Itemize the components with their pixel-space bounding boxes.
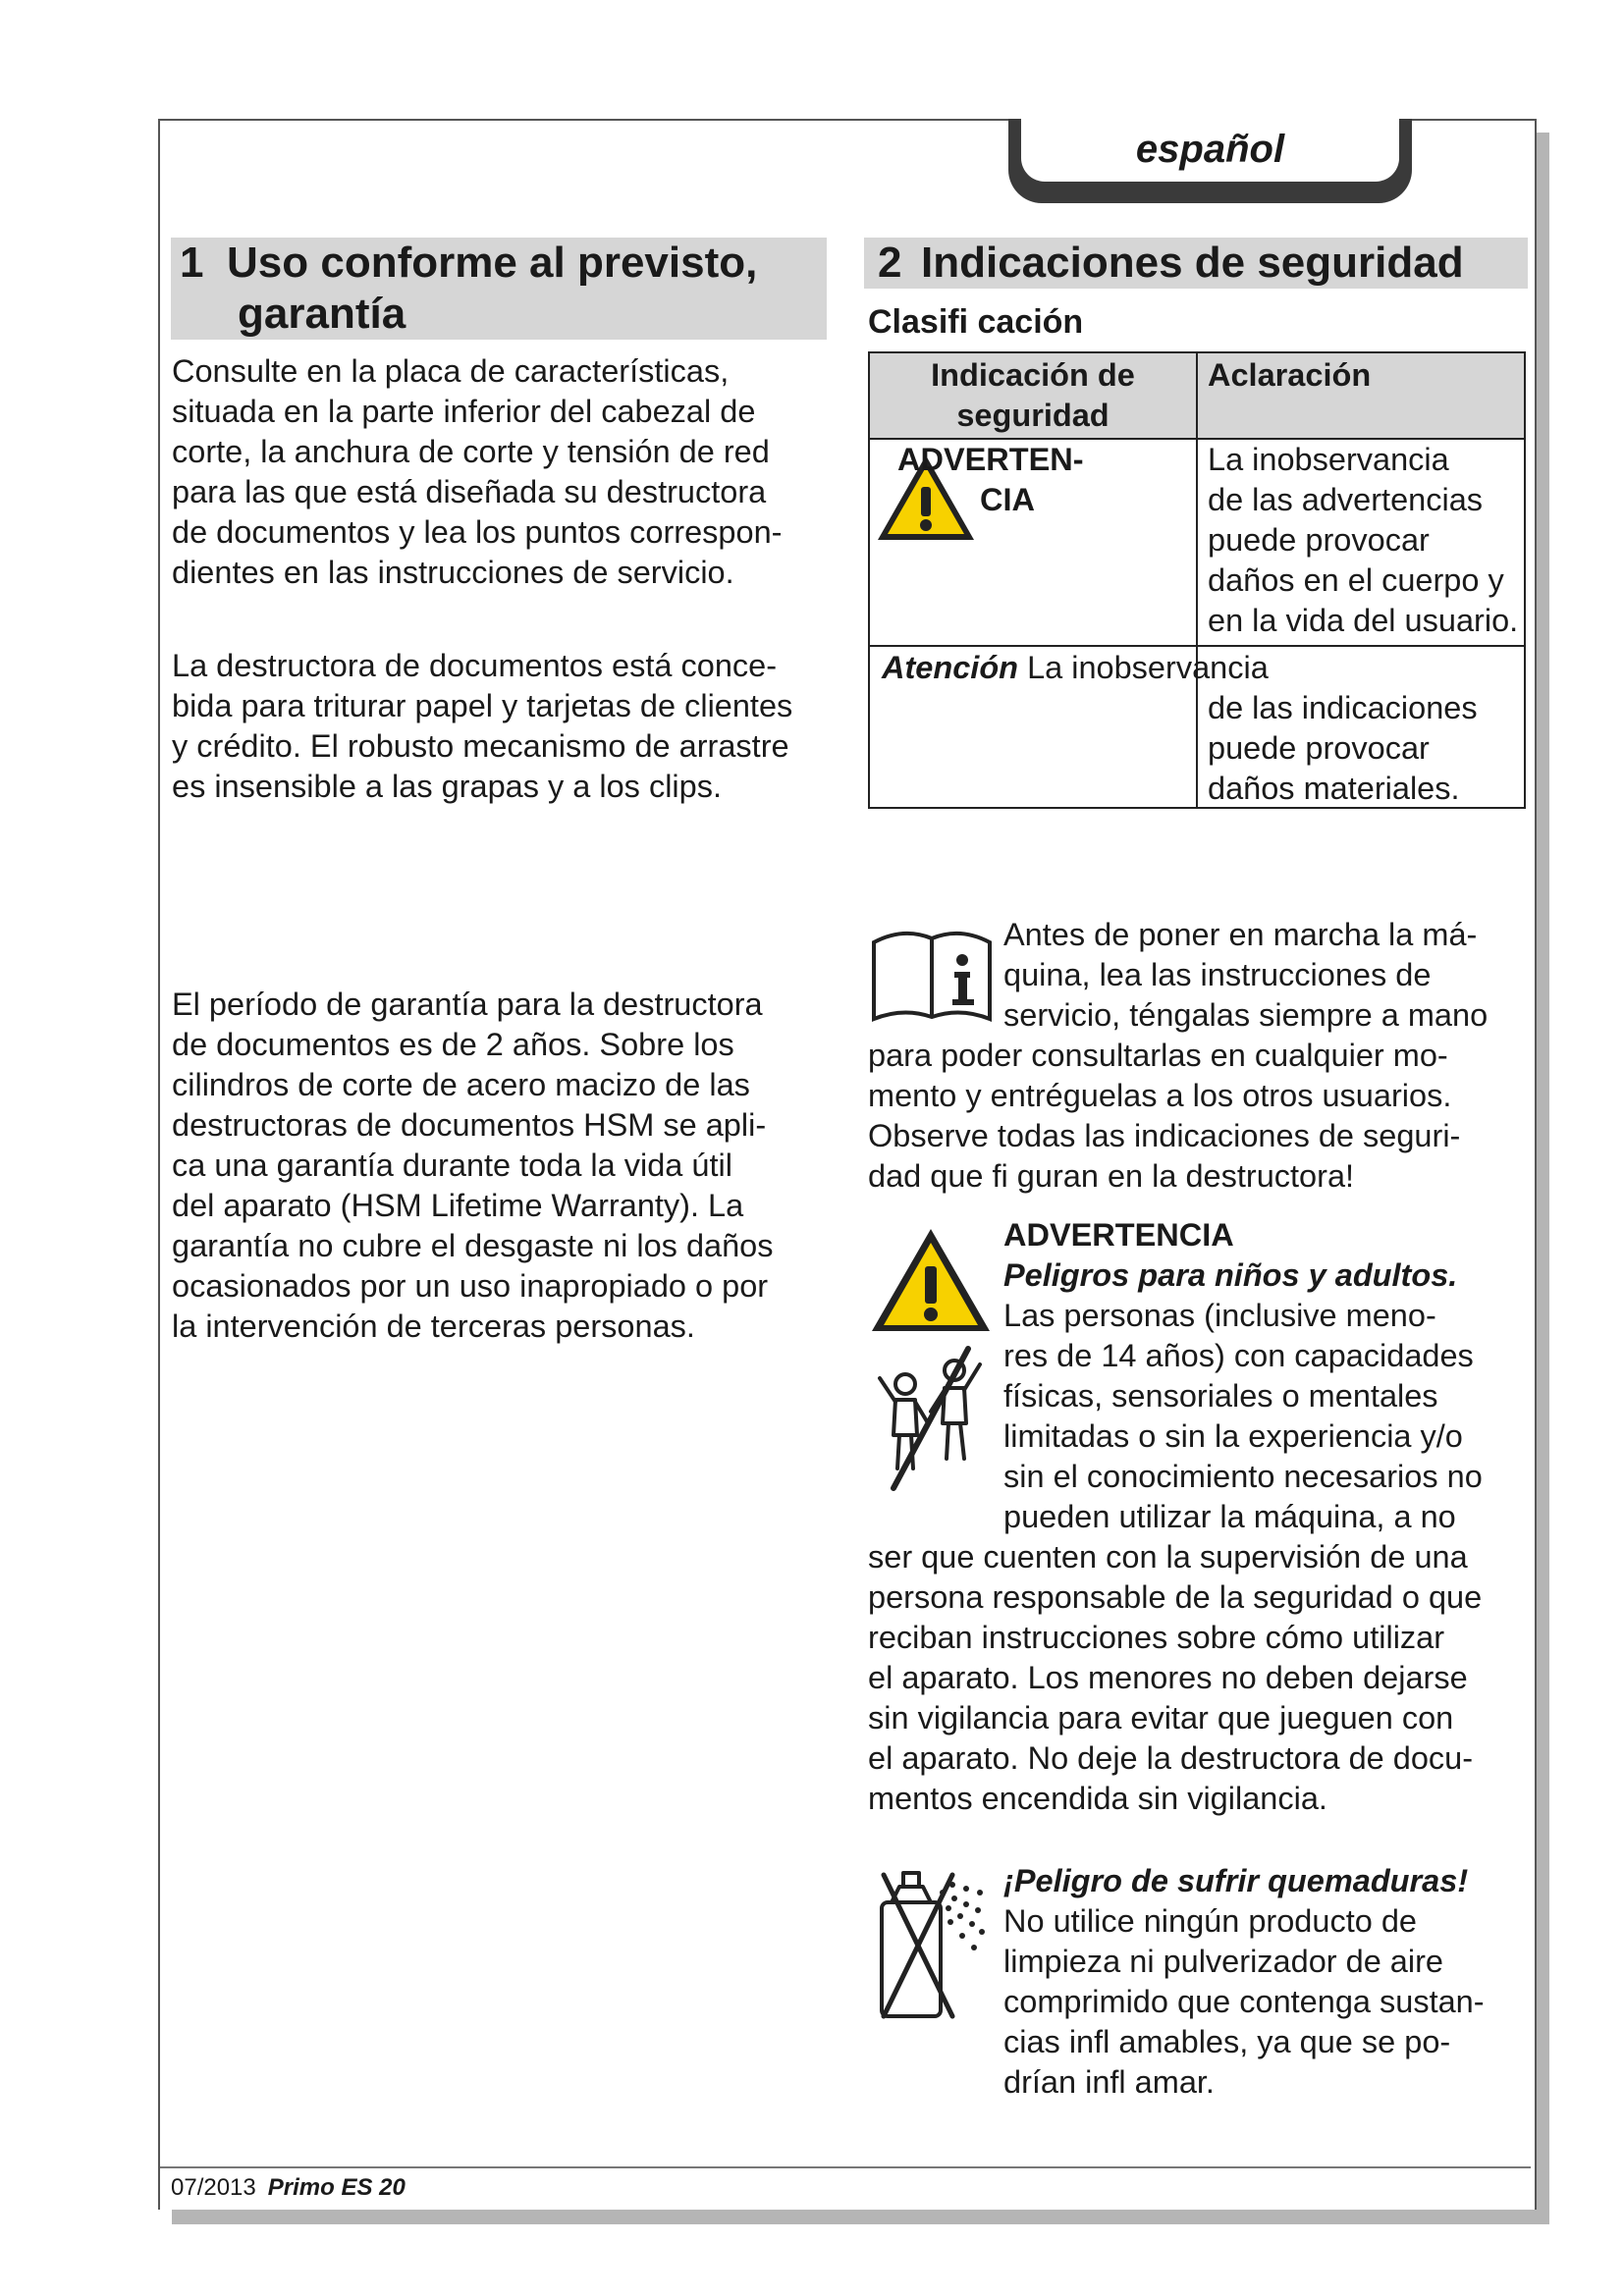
section1-title-line2: garantía <box>238 290 406 338</box>
warning-text-full <box>868 1537 1482 1819</box>
text-line: Las personas (inclusive meno- <box>1003 1298 1436 1333</box>
text-line: dad que fi guran en la destructora! <box>868 1158 1355 1194</box>
row1-label-line1: ADVERTEN- <box>897 442 1084 477</box>
text-line: bida para triturar papel y tarjetas de clientes <box>172 688 793 723</box>
text-line: daños en el cuerpo y <box>1208 562 1504 598</box>
warning-triangle-icon <box>868 1225 994 1335</box>
text-line: pueden utilizar la máquina, a no <box>1003 1499 1456 1534</box>
text-line: reciban instrucciones sobre cómo utilizar <box>868 1620 1445 1655</box>
text-line: y crédito. El robusto mecanismo de arrastre <box>172 728 789 764</box>
header-line: seguridad <box>956 398 1110 433</box>
footer-product: Primo ES 20 <box>267 2174 406 2201</box>
text-line: quina, lea las instrucciones de <box>1003 957 1432 992</box>
text-line: la intervención de terceras personas. <box>172 1308 695 1344</box>
classification-table <box>868 351 1526 809</box>
text-line: físicas, sensoriales o mentales <box>1003 1378 1438 1414</box>
header-line: Indicación de <box>931 357 1135 393</box>
text-line: mentos encendida sin vigilancia. <box>868 1781 1327 1816</box>
text-line: Observe todas las indicaciones de seguri- <box>868 1118 1461 1153</box>
no-children-icon <box>874 1345 992 1492</box>
manual-book-icon <box>870 921 994 1025</box>
section2-heading <box>864 238 1528 289</box>
page-footer <box>171 2173 406 2203</box>
text-line: dientes en las instrucciones de servicio. <box>172 555 734 590</box>
text-line: situada en la parte inferior del cabezal de <box>172 394 756 429</box>
footer-divider <box>160 2166 1531 2168</box>
row1-label-line2: CIA <box>980 482 1035 517</box>
section1-paragraph3 <box>172 985 774 1347</box>
section1-heading <box>171 238 827 340</box>
row1-explanation <box>1208 440 1518 641</box>
text-line: puede provocar <box>1208 522 1430 558</box>
text-line: drían infl amar. <box>1003 2064 1215 2100</box>
warning-text-indented <box>1003 1296 1483 1537</box>
text-line: limitadas o sin la experiencia y/o <box>1003 1418 1463 1454</box>
classification-subtitle: Clasifi cación <box>868 303 1084 341</box>
warning-subtitle: Peligros para niños y adultos. <box>1003 1257 1458 1293</box>
section1-paragraph2 <box>172 646 792 807</box>
text-line: limpieza ni pulverizador de aire <box>1003 1944 1444 1979</box>
text-line: ser que cuenten con la supervisión de una <box>868 1539 1468 1575</box>
text-line: ocasionados por un uso inapropiado o por <box>172 1268 769 1304</box>
section1-paragraph1 <box>172 351 782 593</box>
text-line: daños materiales. <box>1208 771 1460 806</box>
table-header-col2: Aclaración <box>1208 357 1372 393</box>
info-block-indented <box>1003 915 1488 1036</box>
section2-title: Indicaciones de seguridad <box>921 239 1464 287</box>
text-line: de documentos es de 2 años. Sobre los <box>172 1027 734 1062</box>
text-line: de las indicaciones <box>1208 690 1478 725</box>
warning-title: ADVERTENCIA <box>1003 1217 1234 1253</box>
text-line: el aparato. Los menores no deben dejarse <box>868 1660 1468 1695</box>
text-line: La destructora de documentos está conce- <box>172 648 778 683</box>
row2-label <box>882 648 1269 688</box>
footer-date: 07/2013 <box>171 2174 256 2201</box>
text-line: persona responsable de la seguridad o que <box>868 1579 1483 1615</box>
text-line: de las advertencias <box>1208 482 1484 517</box>
text-line: Antes de poner en marcha la má- <box>1003 917 1478 952</box>
no-spray-can-icon <box>870 1863 998 2024</box>
table-row-divider <box>870 645 1524 647</box>
text-line: cias infl amables, ya que se po- <box>1003 2024 1451 2059</box>
text-line: sin el conocimiento necesarios no <box>1003 1459 1483 1494</box>
row2-label-text: Atención <box>882 650 1019 685</box>
text-line: Consulte en la placa de características, <box>172 353 730 389</box>
burn-text <box>1003 1901 1485 2103</box>
table-column-divider <box>1196 353 1198 807</box>
info-block-full <box>868 1036 1460 1197</box>
row2-text-first: La inobservancia <box>1027 650 1269 685</box>
burn-title: ¡Peligro de sufrir quemaduras! <box>1003 1863 1469 1898</box>
text-line: sin vigilancia para evitar que jueguen con <box>868 1700 1454 1735</box>
section1-number: 1 <box>180 239 204 287</box>
text-line: de documentos y lea los puntos correspon- <box>172 514 783 550</box>
text-line: garantía no cubre el desgaste ni los daños <box>172 1228 774 1263</box>
section1-title-line1: Uso conforme al previsto, <box>227 239 758 287</box>
text-line: mento y entréguelas a los otros usuarios. <box>868 1078 1452 1113</box>
text-line: cilindros de corte de acero macizo de las <box>172 1067 750 1102</box>
section2-number: 2 <box>878 239 902 287</box>
text-line: La inobservancia <box>1208 442 1449 477</box>
text-line: para las que está diseñada su destructora <box>172 474 767 509</box>
text-line: ca una garantía durante toda la vida útil <box>172 1148 732 1183</box>
table-header-col1 <box>870 355 1196 436</box>
text-line: para poder consultarlas en cualquier mo- <box>868 1038 1448 1073</box>
text-line: servicio, téngalas siempre a mano <box>1003 997 1489 1033</box>
row2-explanation <box>1208 688 1478 809</box>
text-line: destructoras de documentos HSM se apli- <box>172 1107 767 1143</box>
text-line: El período de garantía para la destructora <box>172 987 763 1022</box>
language-label: español <box>1135 128 1285 171</box>
page-shadow-bottom <box>172 2209 1549 2224</box>
text-line: comprimido que contenga sustan- <box>1003 1984 1485 2019</box>
text-line: en la vida del usuario. <box>1208 603 1519 638</box>
text-line: puede provocar <box>1208 730 1430 766</box>
text-line: es insensible a las grapas y a los clips. <box>172 769 723 804</box>
text-line: No utilice ningún producto de <box>1003 1903 1417 1939</box>
text-line: del aparato (HSM Lifetime Warranty). La <box>172 1188 744 1223</box>
text-line: res de 14 años) con capacidades <box>1003 1338 1474 1373</box>
text-line: el aparato. No deje la destructora de docu- <box>868 1740 1474 1776</box>
text-line: corte, la anchura de corte y tensión de red <box>172 434 770 469</box>
